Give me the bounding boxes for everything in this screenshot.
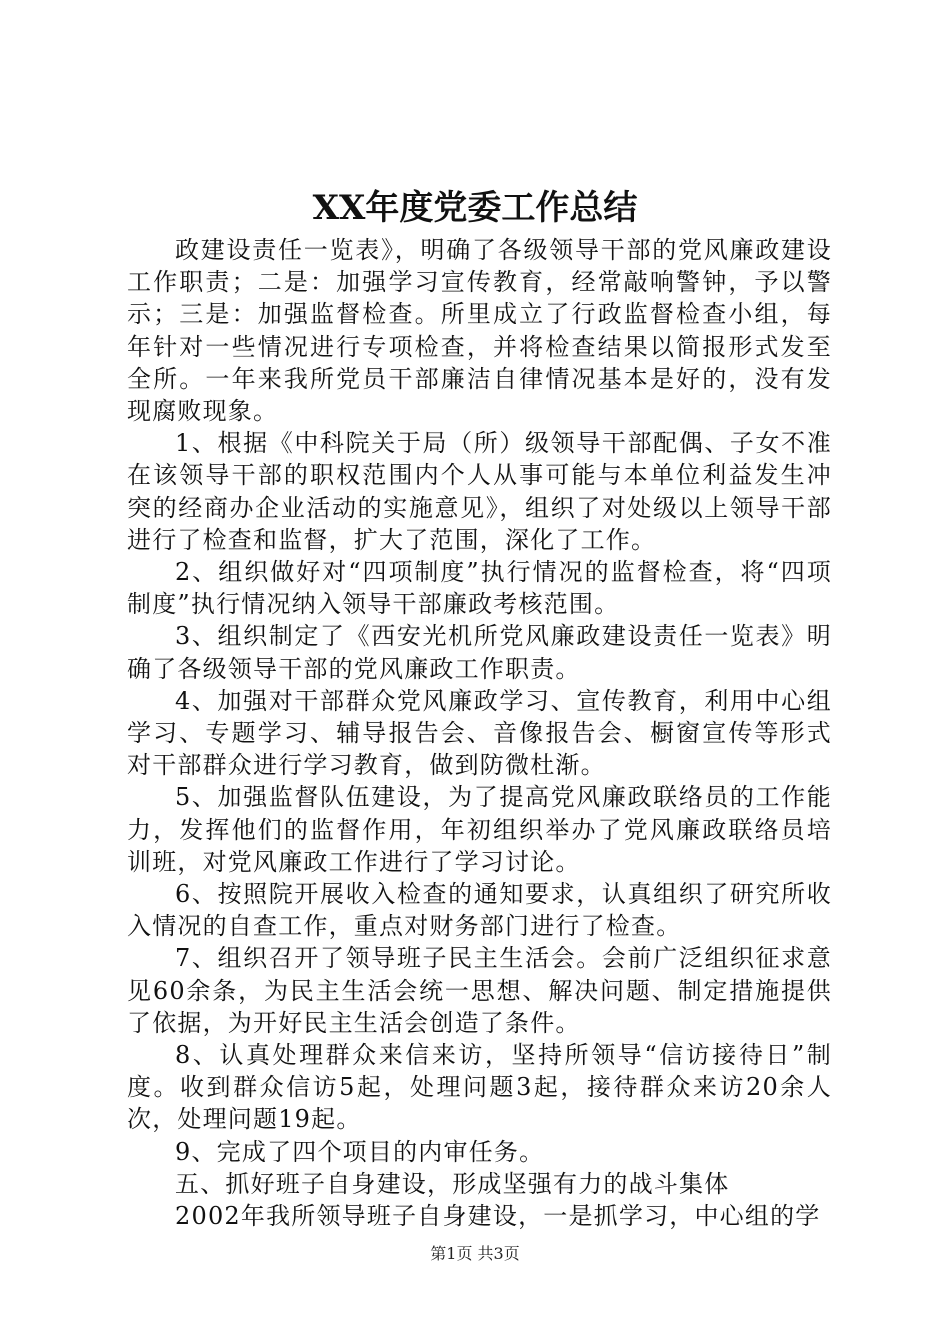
page-number: 第1页 共3页	[430, 1244, 520, 1263]
paragraph: 政建设责任一览表》，明确了各级领导干部的党风廉政建设工作职责；二是：加强学习宣传教育，经常敲响警钟，予以警示；三是：加强监督检查。所里成立了行政监督检查小组，每年针对一些情况进行专项检查，并将检查结果以简报形式发至全所。一年来我所党员干部廉洁自律情况基本是好的，没有发现腐败现象。	[127, 236, 832, 426]
document-body	[127, 234, 832, 1232]
paragraph: 4、加强对干部群众党风廉政学习、宣传教育，利用中心组学习、专题学习、辅导报告会、音像报告会、橱窗宣传等形式对干部群众进行学习教育，做到防微杜渐。	[127, 686, 832, 780]
paragraph: 1、根据《中科院关于局（所）级领导干部配偶、子女不准在该领导干部的职权范围内个人从事可能与本单位利益发生冲突的经商办企业活动的实施意见》，组织了对处级以上领导干部进行了检查和监督，扩大了范围，深化了工作。	[127, 429, 832, 554]
paragraph: 8、认真处理群众来信来访，坚持所领导“信访接待日”制度。收到群众信访5起，处理问题3起，接待群众来访20余人次，处理问题19起。	[127, 1041, 832, 1134]
paragraph: 6、按照院开展收入检查的通知要求，认真组织了研究所收入情况的自查工作，重点对财务部门进行了检查。	[127, 880, 832, 941]
page-footer	[0, 1243, 950, 1265]
paragraph: 2、组织做好对“四项制度”执行情况的监督检查，将“四项制度”执行情况纳入领导干部廉政考核范围。	[127, 558, 832, 619]
paragraph: 2002年我所领导班子自身建设，一是抓学习，中心组的学	[175, 1202, 821, 1231]
paragraph: 5、加强监督队伍建设，为了提高党风廉政联络员的工作能力，发挥他们的监督作用，年初组织举办了党风廉政联络员培训班，对党风廉政工作进行了学习讨论。	[127, 783, 832, 876]
document-title: XX年度党委工作总结	[312, 188, 638, 228]
paragraph: 7、组织召开了领导班子民主生活会。会前广泛组织征求意见60余条，为民主生活会统一思想、解决问题、制定措施提供了依据，为开好民主生活会创造了条件。	[127, 944, 832, 1037]
section-heading: 五、抓好班子自身建设，形成坚强有力的战斗集体	[175, 1169, 730, 1198]
paragraph: 9、完成了四个项目的内审任务。	[175, 1137, 545, 1166]
paragraph: 3、组织制定了《西安光机所党风廉政建设责任一览表》明确了各级领导干部的党风廉政工作职责。	[127, 622, 832, 683]
